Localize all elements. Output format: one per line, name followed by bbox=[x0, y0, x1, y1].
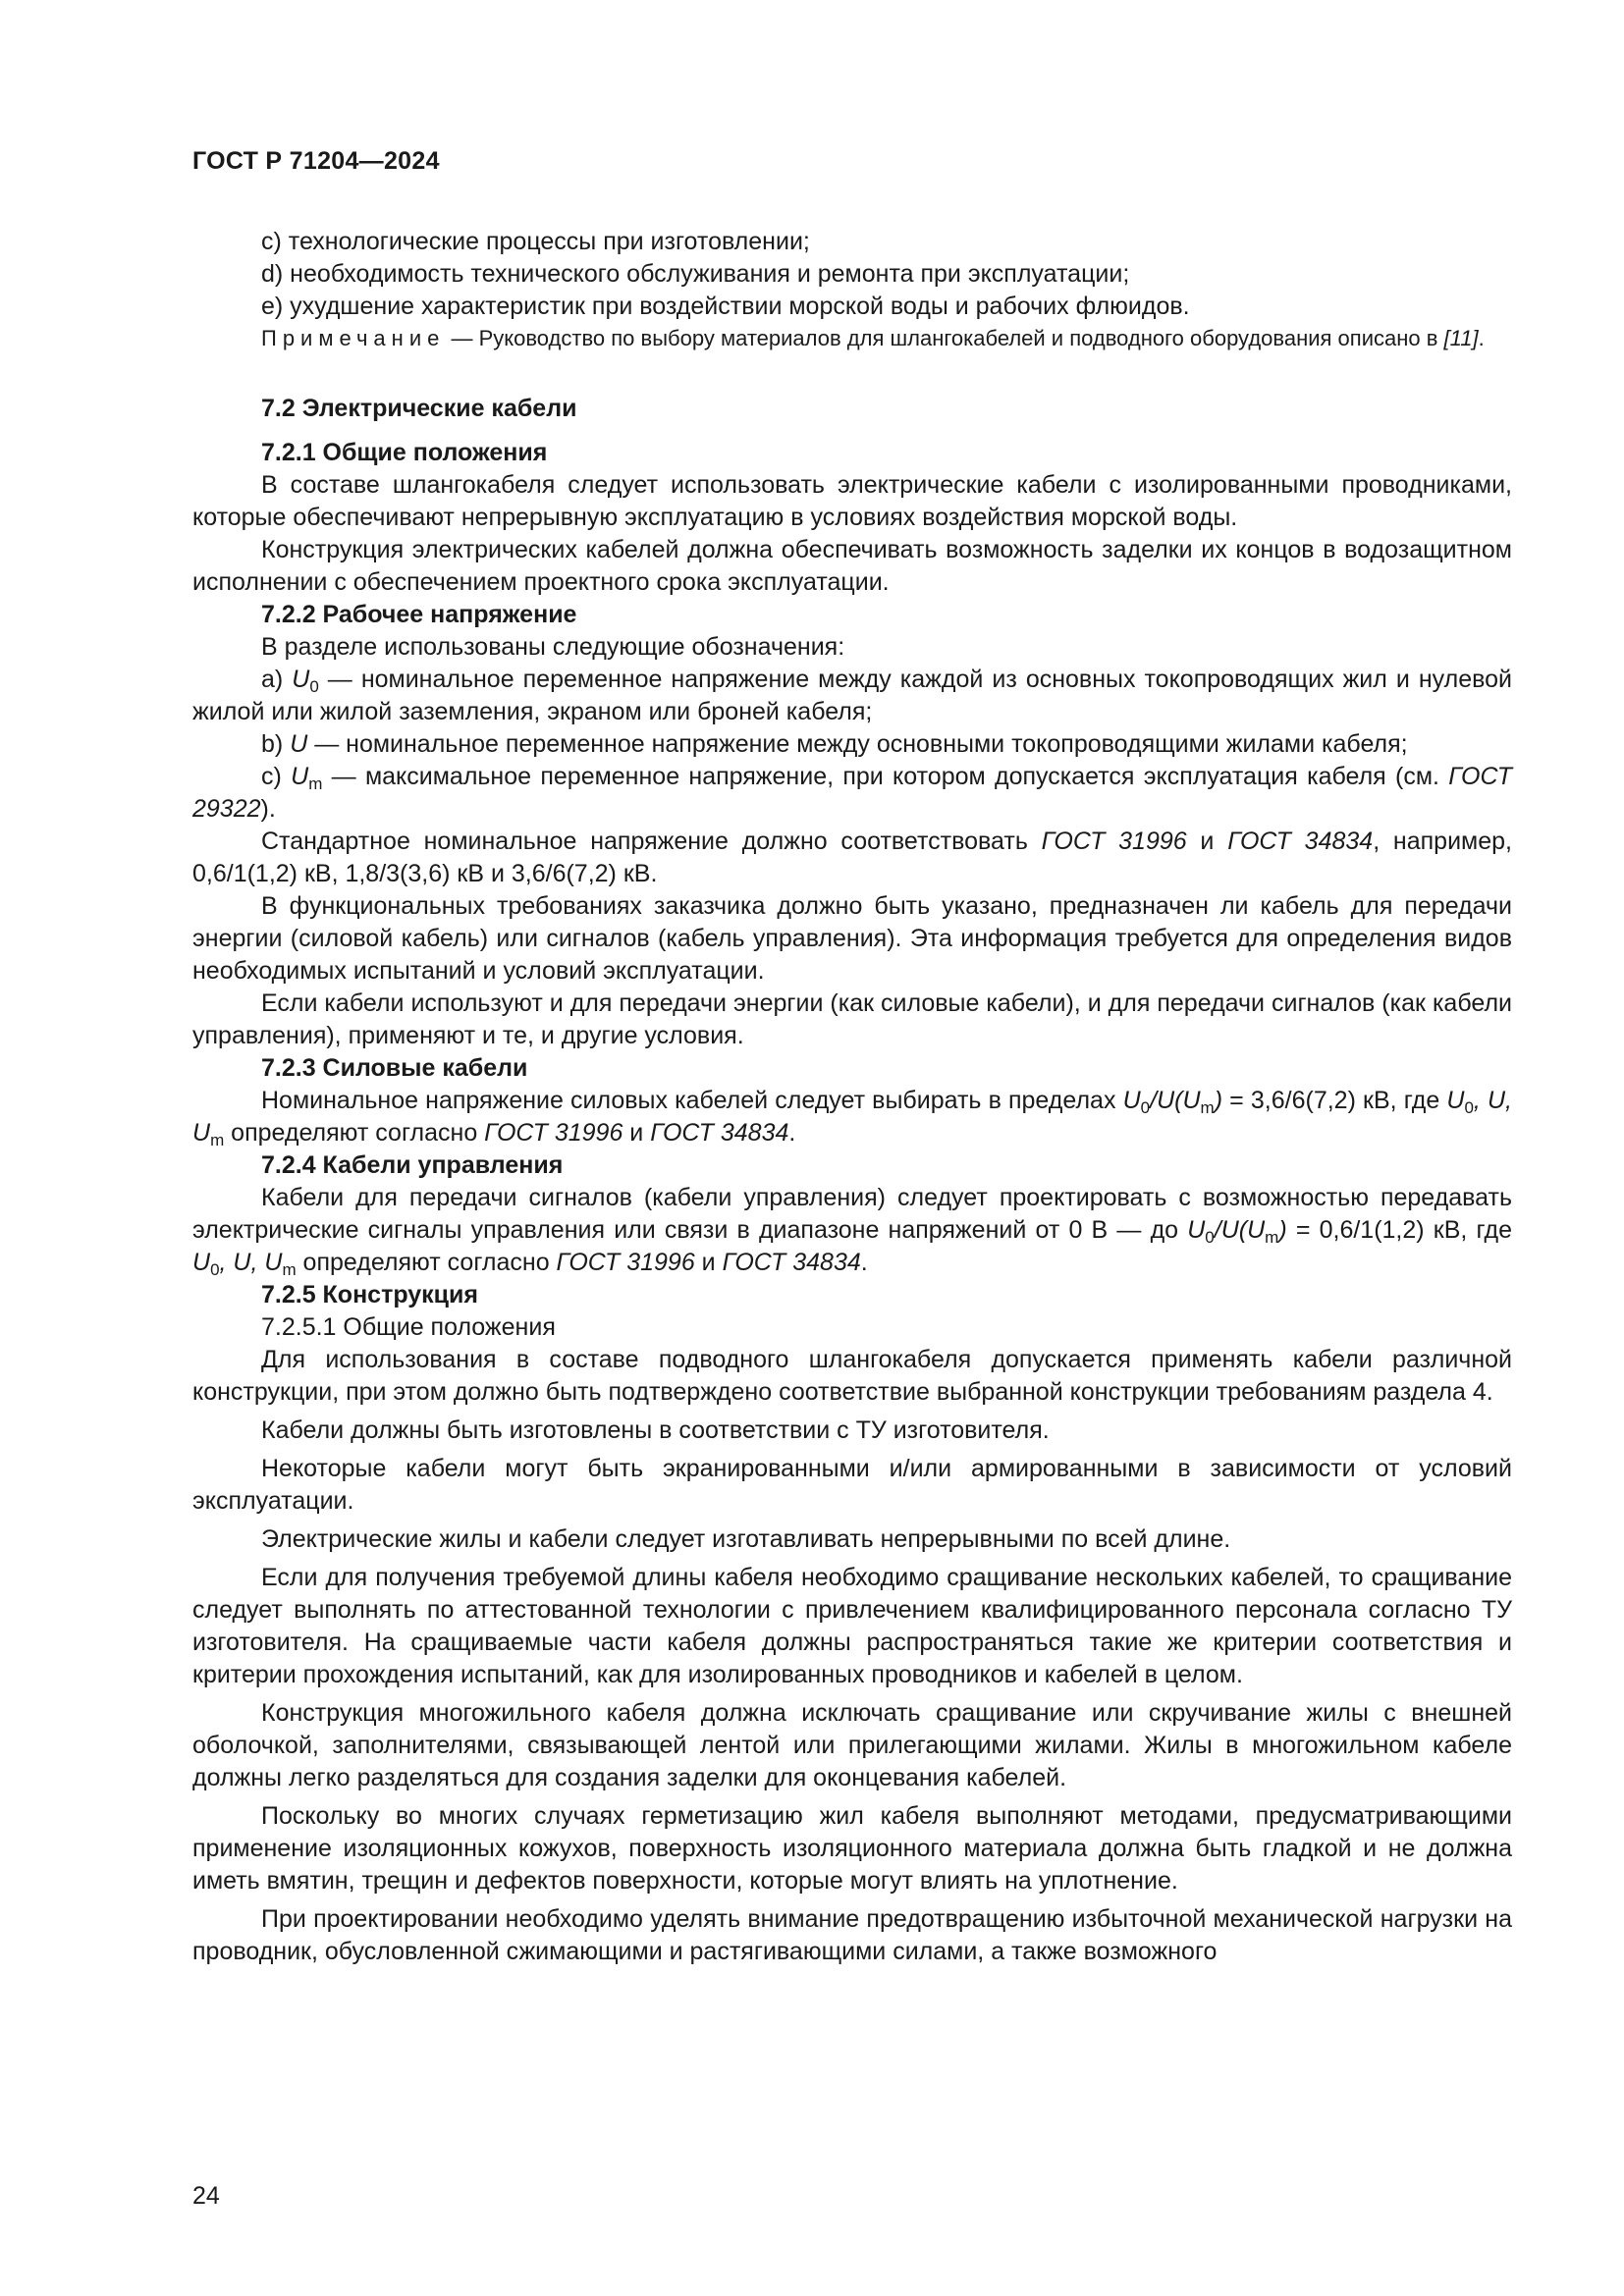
standard-ref: ГОСТ 31996 bbox=[1041, 828, 1187, 855]
text: и bbox=[1186, 828, 1228, 855]
text: = 3,6/6(7,2) кВ, где bbox=[1222, 1087, 1447, 1114]
text: Кабели для передачи сигналов (кабели управления) следует проектировать с возможностью передавать электрические сигналы управления или связи в диапазоне напряжений от 0 В — до bbox=[192, 1184, 1512, 1244]
construction-paragraph: Конструкция многожильного кабеля должна исключать сращивание или скручивание жилы с внешней оболочкой, заполнителями, связывающей лентой или прилегающими жилами. Жилы в многожильном кабеле должны легко разделяться для создания заделки для оконцевания кабелей. bbox=[192, 1699, 1512, 1791]
text: . bbox=[788, 1119, 796, 1147]
construction-paragraph: Некоторые кабели могут быть экранированными и/или армированными в зависимости от условий эксплуатации. bbox=[192, 1455, 1512, 1515]
standard-ref: ГОСТ 34834 bbox=[1227, 828, 1374, 855]
list-item-c: с) технологические процессы при изготовлении; bbox=[261, 228, 810, 255]
text: определяют согласно bbox=[224, 1119, 485, 1147]
section-7-2-4-title: 7.2.4 Кабели управления bbox=[261, 1151, 564, 1179]
section-7-2-2-title: 7.2.2 Рабочее напряжение bbox=[261, 601, 577, 628]
section-7-2-3-title: 7.2.3 Силовые кабели bbox=[261, 1054, 528, 1082]
symbol-sub: m bbox=[308, 774, 323, 793]
section-7-2-3-paragraph bbox=[192, 1085, 1512, 1149]
note-label: Примечание bbox=[261, 326, 446, 350]
symbol-sub: m bbox=[1200, 1098, 1215, 1117]
note-ref: [11] bbox=[1443, 326, 1479, 350]
standard-ref: ГОСТ 29322 bbox=[192, 763, 1512, 823]
definition-b-text: — номинальное переменное напряжение между основными токопроводящими жилами кабеля; bbox=[307, 730, 1408, 758]
definition-b bbox=[192, 728, 1512, 761]
text: и bbox=[623, 1119, 651, 1147]
definition-a-marker: a) bbox=[261, 666, 293, 693]
definition-a-text: — номинальное переменное напряжение между каждой из основных токопроводящих жил и нулевой жилой или жилой заземления, экраном или броней кабеля; bbox=[192, 666, 1512, 725]
section-7-2-5-1-title: 7.2.5.1 Общие положения bbox=[261, 1313, 556, 1341]
list-item-e: е) ухудшение характеристик при воздействии морской воды и рабочих флюидов. bbox=[261, 293, 1190, 320]
symbol-u: U bbox=[290, 730, 308, 758]
symbol-u: U bbox=[192, 1249, 211, 1276]
symbol-u: U bbox=[292, 666, 310, 693]
symbol-sub: 0 bbox=[309, 677, 319, 696]
note-text: Руководство по выбору материалов для шлангокабелей и подводного оборудования описано в bbox=[478, 326, 1444, 350]
symbol-u: U bbox=[291, 763, 309, 790]
definition-c bbox=[192, 761, 1512, 826]
symbol-sub: m bbox=[1265, 1228, 1279, 1247]
symbol-sub: 0 bbox=[210, 1260, 220, 1279]
construction-paragraph: Для использования в составе подводного шлангокабеля допускается применять кабели различной конструкции, при этом должно быть подтверждено соответствие выбранной конструкции требованиям раздела 4. bbox=[192, 1346, 1512, 1406]
construction-paragraph: Электрические жилы и кабели следует изготавливать непрерывными по всей длине. bbox=[261, 1525, 1231, 1553]
symbol-sub: 0 bbox=[1140, 1098, 1151, 1117]
standard-code-header: ГОСТ Р 71204—2024 bbox=[192, 147, 440, 175]
page-content bbox=[192, 226, 1512, 1968]
symbol-u: /U( bbox=[1150, 1087, 1183, 1114]
construction-paragraph: При проектировании необходимо уделять внимание предотвращению избыточной механической нагрузки на проводник, обусловленной сжимающими и растягивающими силами, а также возможного bbox=[192, 1905, 1512, 1965]
standard-voltage-paragraph bbox=[192, 826, 1512, 890]
definition-b-marker: b) bbox=[261, 730, 291, 758]
symbol-sub: 0 bbox=[1205, 1228, 1215, 1247]
symbol-u: U bbox=[1182, 1087, 1201, 1114]
definition-c-marker: с) bbox=[261, 763, 292, 790]
standard-ref: ГОСТ 34834 bbox=[650, 1119, 789, 1147]
text: = 0,6/1(1,2) кВ, где bbox=[1286, 1216, 1512, 1244]
text: определяют согласно bbox=[296, 1249, 557, 1276]
symbol-u: U bbox=[1247, 1216, 1266, 1244]
construction-paragraph: Поскольку во многих случаях герметизацию жил кабеля выполняют методами, предусматривающими применение изоляционных кожухов, поверхность изоляционного материала должна быть гладкой и не должна иметь вмятин, трещин и дефектов поверхности, которые могут влиять на уплотнение. bbox=[192, 1802, 1512, 1895]
text: , например, 0,6/1(1,2) кВ, 1,8/3(3,6) кВ и 3,6/6(7,2) кВ. bbox=[192, 828, 1512, 887]
standard-ref: ГОСТ 31996 bbox=[556, 1249, 695, 1276]
symbol-u: , U, U bbox=[192, 1087, 1512, 1147]
section-7-2-4-paragraph bbox=[192, 1182, 1512, 1279]
section-7-2-title: 7.2 Электрические кабели bbox=[261, 395, 577, 422]
symbol-paren: ) bbox=[1214, 1087, 1223, 1114]
symbol-u: U bbox=[1187, 1216, 1206, 1244]
list-item-d: d) необходимость технического обслуживания и ремонта при эксплуатации; bbox=[261, 260, 1130, 288]
text: и bbox=[694, 1249, 723, 1276]
note-paragraph bbox=[192, 323, 1512, 353]
standard-ref: ГОСТ 34834 bbox=[722, 1249, 861, 1276]
symbol-u: U bbox=[1122, 1087, 1141, 1114]
note-end: . bbox=[1478, 326, 1485, 350]
section-7-2-1-title: 7.2.1 Общие положения bbox=[261, 439, 548, 466]
text: . bbox=[860, 1249, 868, 1276]
definition-a bbox=[192, 664, 1512, 728]
section-7-2-5-title: 7.2.5 Конструкция bbox=[261, 1281, 479, 1308]
construction-paragraph: Кабели должны быть изготовлены в соответствии с ТУ изготовителя. bbox=[261, 1416, 1050, 1444]
symbol-sub: 0 bbox=[1464, 1098, 1474, 1117]
page-number: 24 bbox=[192, 2182, 220, 2210]
symbol-u: , U, U bbox=[219, 1249, 283, 1276]
symbol-sub: m bbox=[282, 1260, 297, 1279]
symbol-u: /U( bbox=[1214, 1216, 1248, 1244]
standard-ref: ГОСТ 31996 bbox=[484, 1119, 623, 1147]
section-7-2-2-intro: В разделе использованы следующие обозначения: bbox=[261, 633, 845, 661]
definition-c-text: — максимальное переменное напряжение, при котором допускается эксплуатация кабеля (см. bbox=[322, 763, 1449, 790]
text: Стандартное номинальное напряжение должно соответствовать bbox=[261, 828, 1042, 855]
section-7-2-1-paragraph-1: В составе шлангокабеля следует использовать электрические кабели с изолированными проводниками, которые обеспечивают непрерывную эксплуатацию в условиях воздействия морской воды. bbox=[192, 471, 1512, 531]
construction-paragraph: Если для получения требуемой длины кабеля необходимо сращивание нескольких кабелей, то сращивание следует выполнять по аттестованной технологии с привлечением квалифицированного персонала согласно ТУ изготовителя. На сращиваемые части кабеля должны распространяться такие же критерии соответствия и критерии прохождения испытаний, как для изолированных проводников и кабелей в целом. bbox=[192, 1564, 1512, 1688]
note-dash: — bbox=[445, 326, 479, 350]
functional-requirements-paragraph: В функциональных требованиях заказчика должно быть указано, предназначен ли кабель для передачи энергии (силовой кабель) или сигналов (кабель управления). Эта информация требуется для определения видов необходимых испытаний и условий эксплуатации. bbox=[192, 892, 1512, 985]
text: Номинальное напряжение силовых кабелей следует выбирать в пределах bbox=[261, 1087, 1123, 1114]
definition-c-end: ). bbox=[260, 795, 276, 823]
symbol-u: U bbox=[1446, 1087, 1465, 1114]
symbol-sub: m bbox=[210, 1131, 225, 1149]
both-purposes-paragraph: Если кабели используют и для передачи энергии (как силовые кабели), и для передачи сигналов (как кабели управления), применяют и те, и другие условия. bbox=[192, 989, 1512, 1049]
symbol-paren: ) bbox=[1278, 1216, 1287, 1244]
section-7-2-1-paragraph-2: Конструкция электрических кабелей должна обеспечивать возможность заделки их концов в водозащитном исполнении с обеспечением проектного срока эксплуатации. bbox=[192, 536, 1512, 596]
